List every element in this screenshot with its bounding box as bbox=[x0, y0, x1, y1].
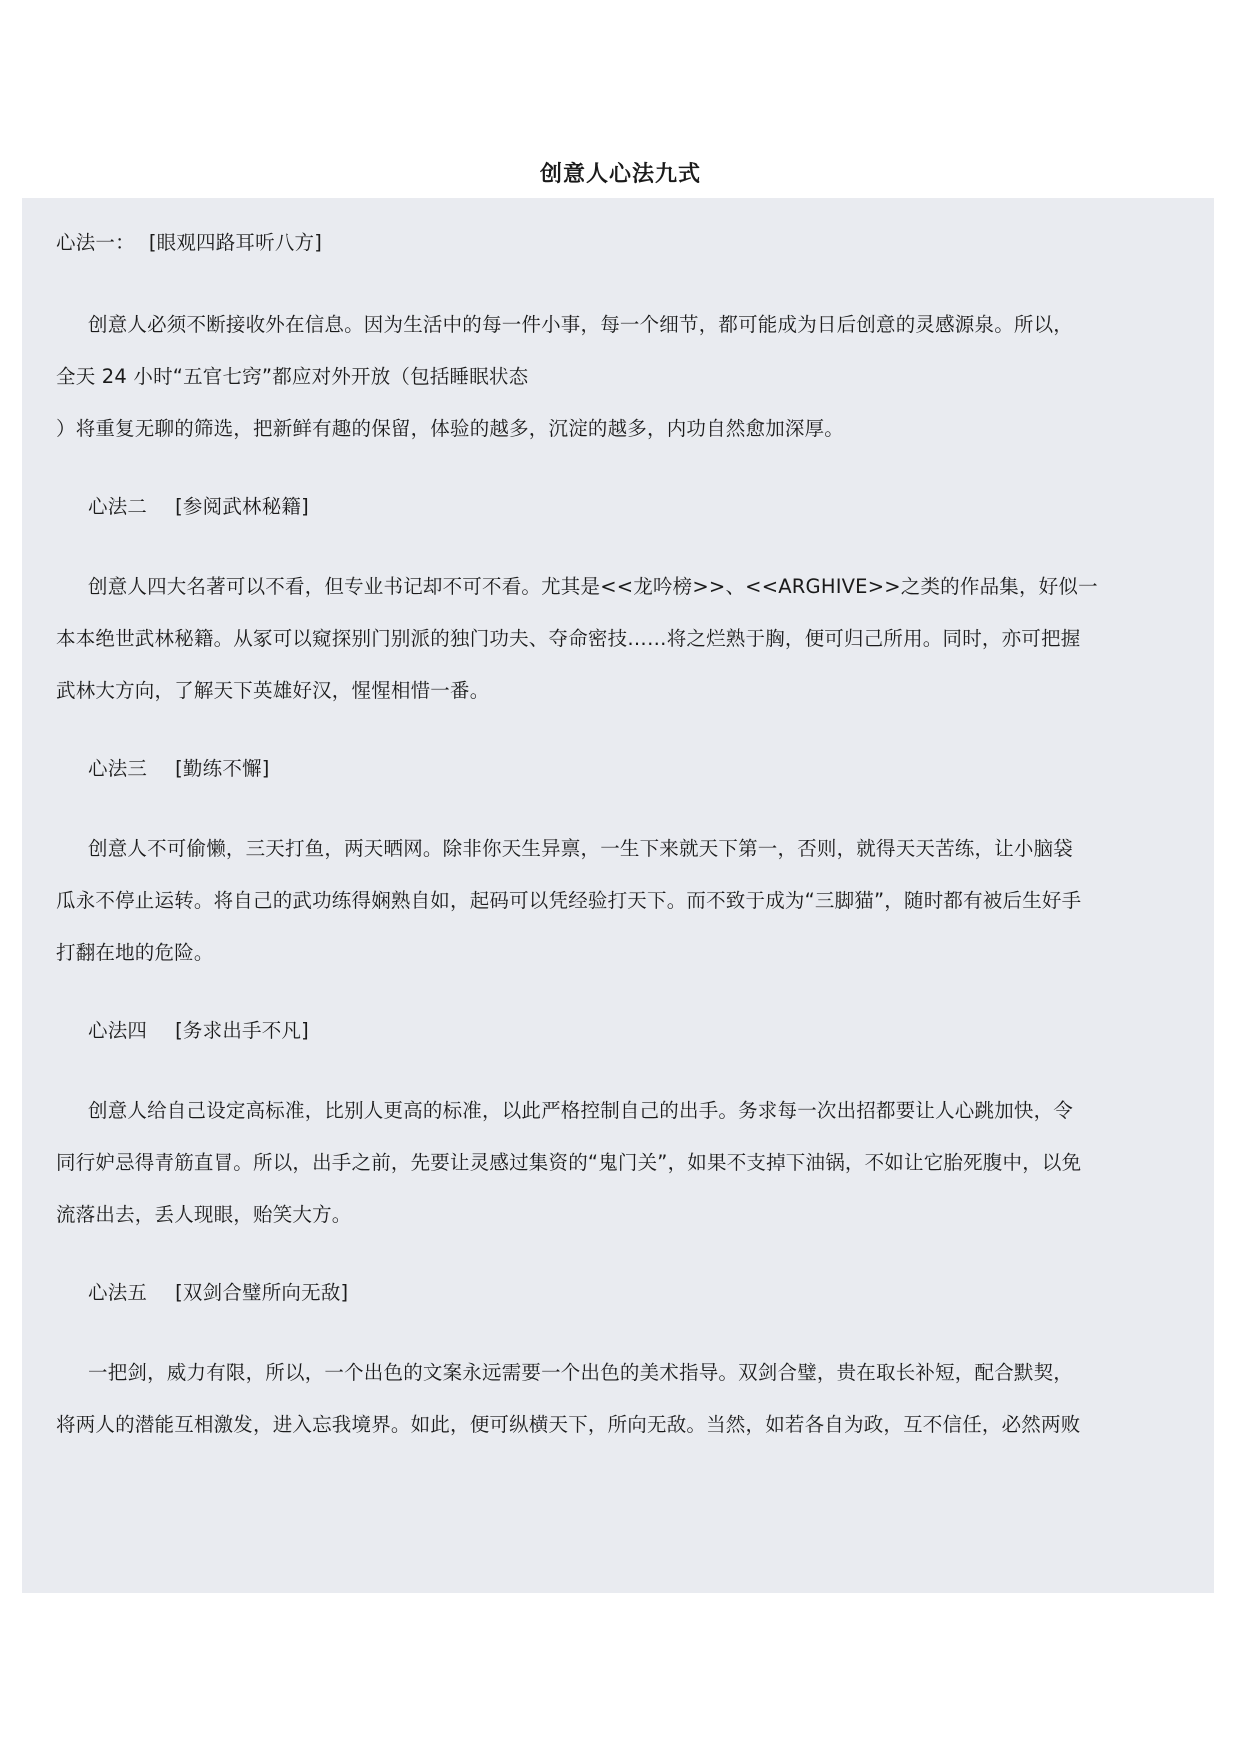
paragraph-line: 本本绝世武林秘籍。从冢可以窥探别门别派的独门功夫、夺命密技……将之烂熟于胸，便可归己所用。同时，亦可把握 bbox=[56, 627, 1081, 650]
section-heading-label: 心法三 bbox=[88, 757, 148, 780]
section-heading bbox=[88, 1280, 348, 1306]
paragraph-line: 创意人必须不断接收外在信息。因为生活中的每一件小事，每一个细节，都可能成为日后创意的灵感源泉。所以， bbox=[88, 313, 1074, 336]
content-panel bbox=[22, 198, 1214, 1593]
paragraph-line: ）将重复无聊的筛选，把新鲜有趣的保留，体验的越多，沉淀的越多，内功自然愈加深厚。 bbox=[56, 417, 845, 440]
section-heading-topic: [双剑合璧所向无敌] bbox=[175, 1281, 349, 1304]
section-heading bbox=[88, 1018, 309, 1044]
section-heading-label: 心法五 bbox=[88, 1281, 148, 1304]
section-heading-label: 心法四 bbox=[88, 1019, 148, 1042]
paragraph-line: 将两人的潜能互相激发，进入忘我境界。如此，便可纵横天下，所向无敌。当然，如若各自为政，互不信任，必然两败 bbox=[56, 1413, 1081, 1436]
section-heading-topic: [勤练不懈] bbox=[175, 757, 270, 780]
section-heading-topic: [眼观四路耳听八方] bbox=[148, 231, 323, 254]
section-heading bbox=[56, 230, 322, 256]
paragraph-line: 武林大方向，了解天下英雄好汉，惺惺相惜一番。 bbox=[56, 679, 490, 702]
paragraph-line: 一把剑，威力有限，所以，一个出色的文案永远需要一个出色的美术指导。双剑合璧，贵在取长补短，配合默契， bbox=[88, 1361, 1074, 1384]
paragraph-line: 流落出去，丢人现眼，贻笑大方。 bbox=[56, 1203, 352, 1226]
page-title: 创意人心法九式 bbox=[539, 162, 701, 187]
section-heading bbox=[88, 494, 309, 520]
section-heading-topic: [务求出手不凡] bbox=[175, 1019, 309, 1042]
paragraph-line: 创意人不可偷懒，三天打鱼，两天晒网。除非你天生异禀，一生下来就天下第一，否则，就得天天苦练，让小脑袋 bbox=[88, 837, 1074, 860]
section-heading-topic: [参阅武林秘籍] bbox=[175, 495, 309, 518]
section-heading-label: 心法一： bbox=[56, 231, 135, 254]
paragraph-line: 创意人四大名著可以不看，但专业书记却不可不看。尤其是<<龙吟榜>>、<<ARGHIVE>>之类的作品集，好似一 bbox=[88, 575, 1098, 598]
paragraph-line: 打翻在地的危险。 bbox=[56, 941, 214, 964]
section-heading-label: 心法二 bbox=[88, 495, 148, 518]
section-heading bbox=[88, 756, 270, 782]
paragraph-line: 同行妒忌得青筋直冒。所以，出手之前，先要让灵感过集资的“鬼门关”，如果不支掉下油锅，不如让它胎死腹中，以免 bbox=[56, 1151, 1082, 1174]
paragraph-line: 创意人给自己设定高标准，比别人更高的标准，以此严格控制自己的出手。务求每一次出招都要让人心跳加快，令 bbox=[88, 1099, 1074, 1122]
paragraph-line: 瓜永不停止运转。将自己的武功练得娴熟自如，起码可以凭经验打天下。而不致于成为“三脚猫”，随时都有被后生好手 bbox=[56, 889, 1082, 912]
paragraph-line: 全天 24 小时“五官七窍”都应对外开放（包括睡眠状态 bbox=[56, 365, 529, 388]
